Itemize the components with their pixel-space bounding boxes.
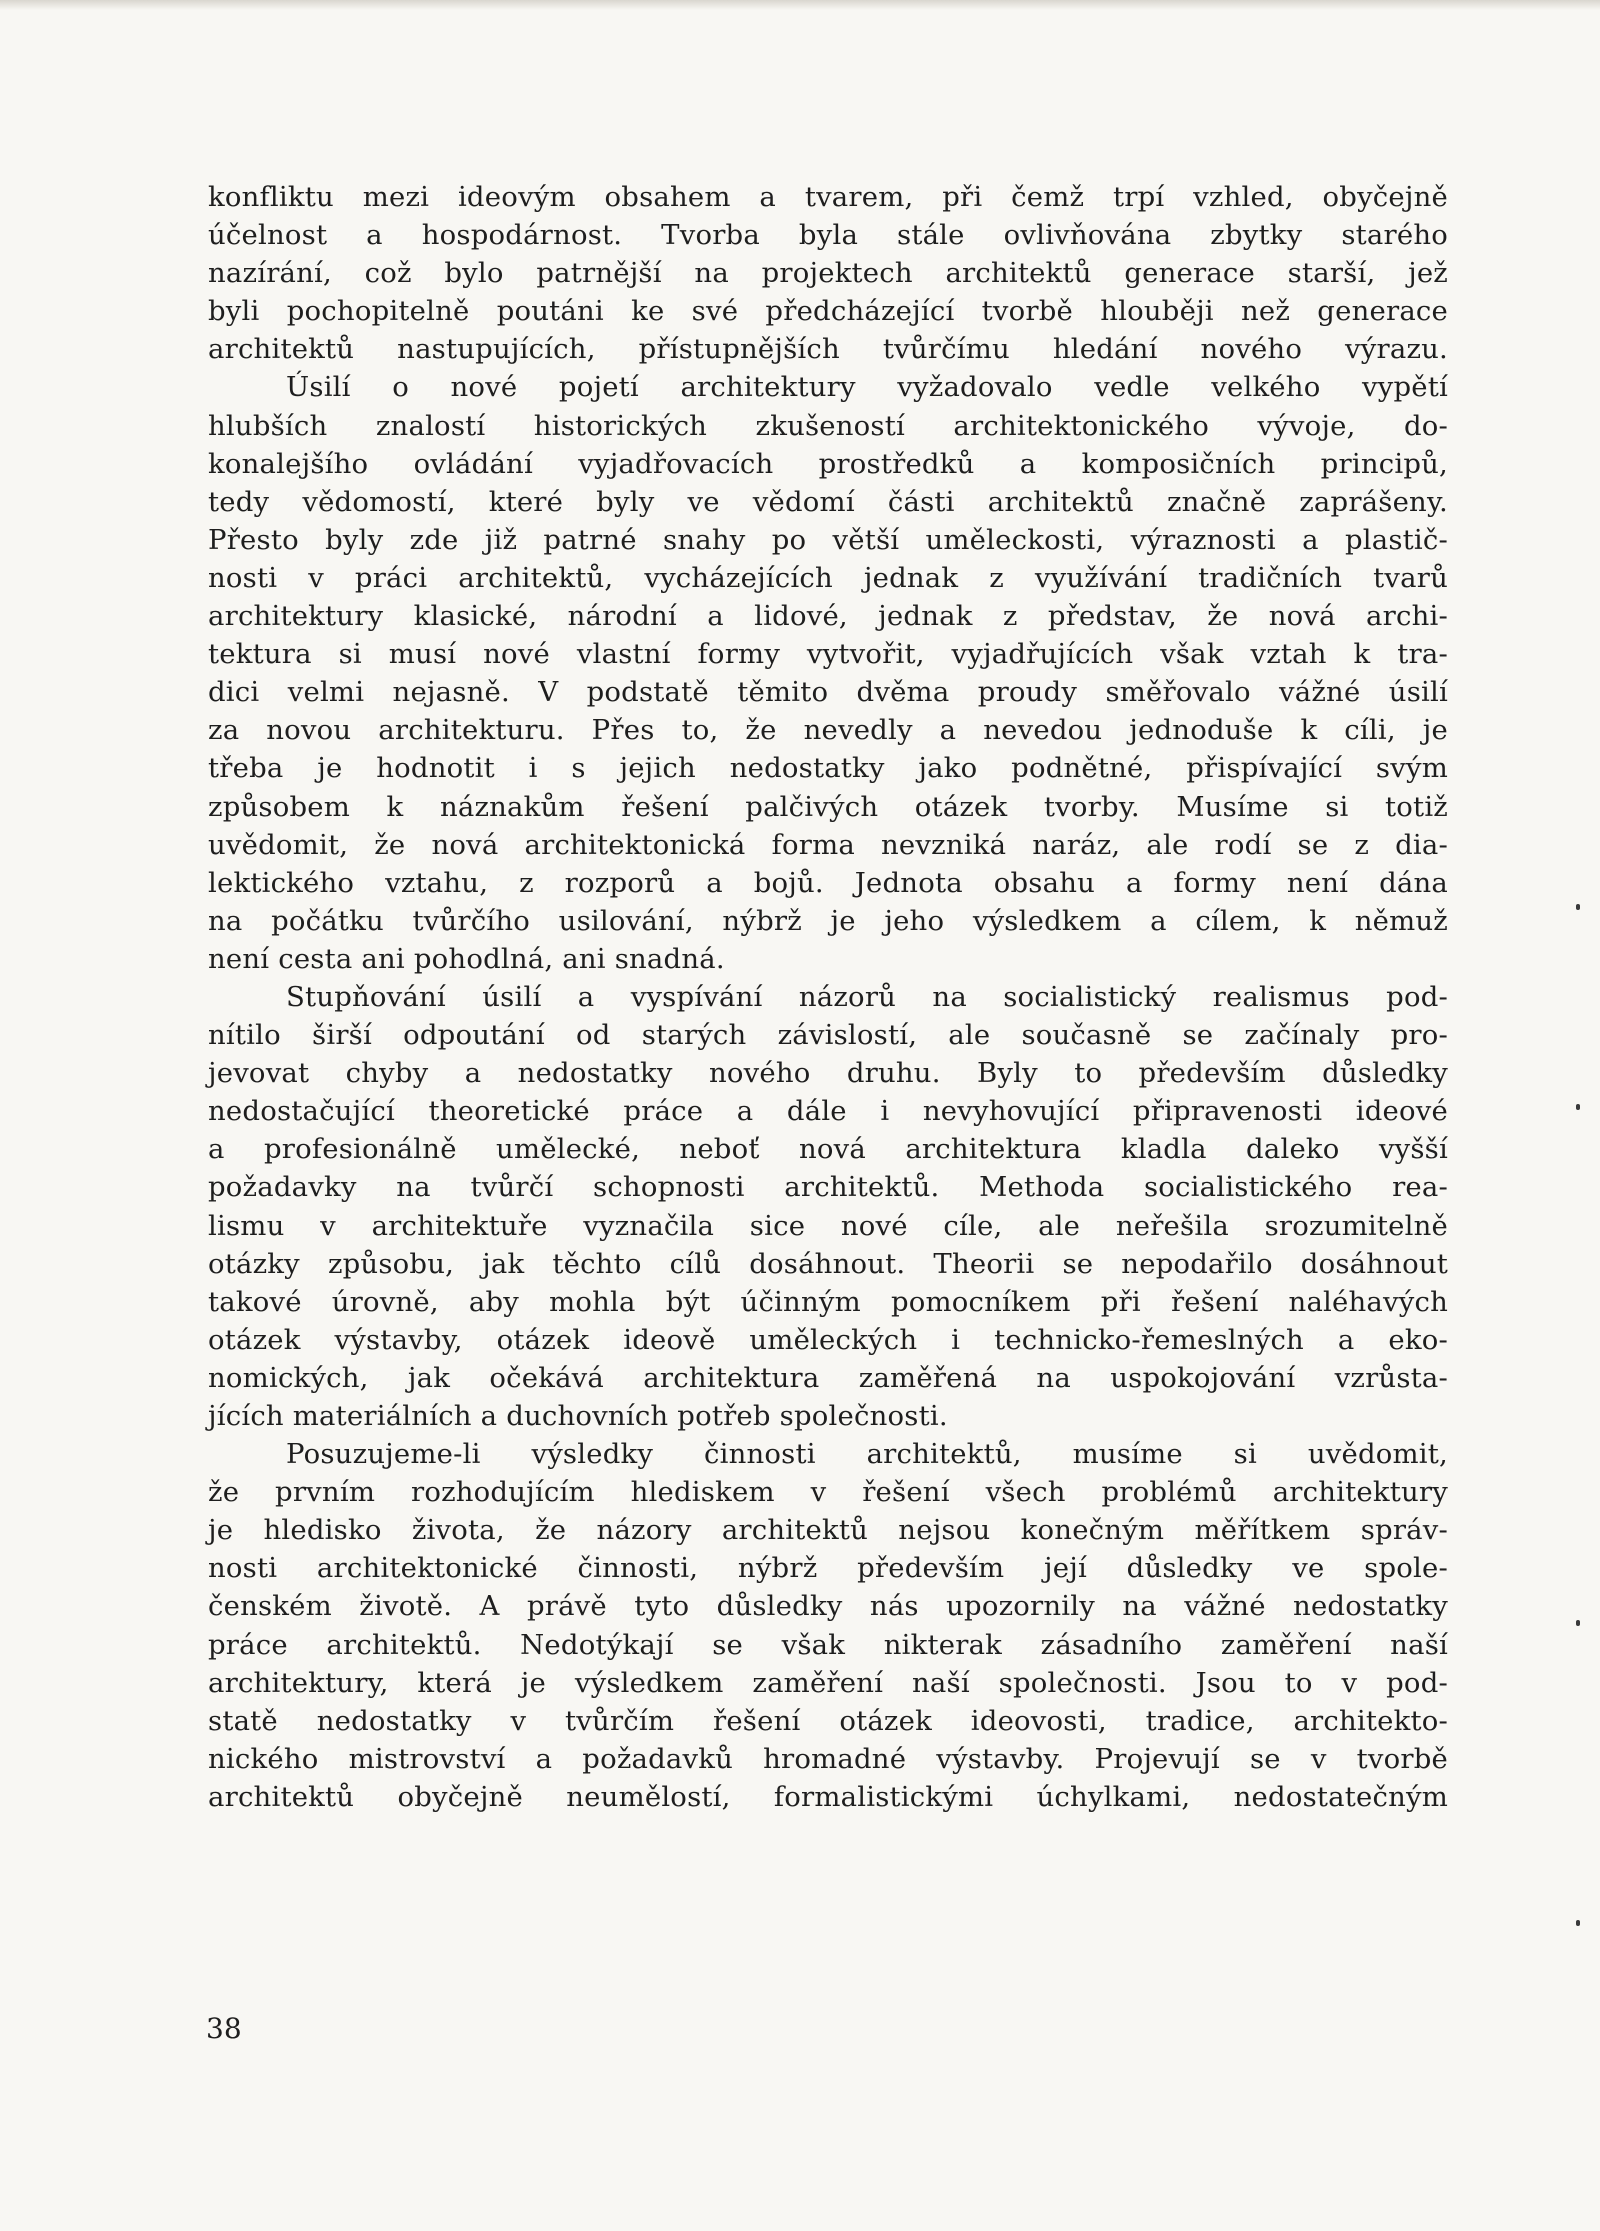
text-line: architektů nastupujících, přístupnějších tvůrčímu hledání nového výrazu. <box>208 333 1448 366</box>
text-line: konfliktu mezi ideovým obsahem a tvarem, při čemž trpí vzhled, obyčejně <box>208 181 1448 213</box>
text-line: není cesta ani pohodlná, ani snadná. <box>208 942 725 975</box>
text-line: nedostačující theoretické práce a dále i nevyhovující připravenosti ideové <box>208 1095 1448 1128</box>
text-line: nazírání, což bylo patrnější na projektech architektů generace starší, jež <box>208 257 1448 290</box>
text-line: že prvním rozhodujícím hlediskem v řešení všech problémů architektury <box>208 1476 1448 1509</box>
text-line: nosti architektonické činnosti, nýbrž především její důsledky ve spole- <box>208 1552 1448 1585</box>
text-line: statě nedostatky v tvůrčím řešení otázek ideovosti, tradice, architekto- <box>208 1704 1448 1737</box>
text-line: a profesionálně umělecké, neboť nová architektura kladla daleko vyšší <box>208 1133 1448 1166</box>
margin-mark <box>1576 1104 1580 1110</box>
text-line: na počátku tvůrčího usilování, nýbrž je jeho výsledkem a cílem, k němuž <box>208 904 1448 937</box>
text-line: architektury klasické, národní a lidové, jednak z představ, že nová archi- <box>208 600 1448 633</box>
text-line: hlubších znalostí historických zkušeností architektonického vývoje, do- <box>208 409 1448 442</box>
text-line: nického mistrovství a požadavků hromadné výstavby. Projevují se v tvorbě <box>208 1742 1448 1775</box>
text-line: Stupňování úsilí a vyspívání názorů na socialistický realismus pod- <box>286 980 1448 1013</box>
text-line: požadavky na tvůrčí schopnosti architektů. Methoda socialistického rea- <box>208 1171 1448 1204</box>
text-line: Posuzujeme-li výsledky činnosti architektů, musíme si uvědomit, <box>286 1438 1448 1471</box>
margin-mark <box>1576 1920 1580 1926</box>
text-line: nítilo širší odpoutání od starých závislostí, ale současně se začínaly pro- <box>208 1019 1448 1052</box>
text-line: lektického vztahu, z rozporů a bojů. Jednota obsahu a formy není dána <box>208 866 1448 899</box>
text-line: práce architektů. Nedotýkají se však nikterak zásadního zaměření naší <box>208 1628 1448 1661</box>
body-text <box>208 178 1448 1816</box>
text-line: uvědomit, že nová architektonická forma nevzniká naráz, ale rodí se z dia- <box>208 828 1448 861</box>
text-line: otázek výstavby, otázek ideově uměleckých i technicko-řemeslných a eko- <box>208 1323 1448 1356</box>
text-line: třeba je hodnotit i s jejich nedostatky jako podnětné, přispívající svým <box>208 752 1448 785</box>
text-line: konalejšího ovládání vyjadřovacích prostředků a komposičních principů, <box>208 447 1448 480</box>
paragraph-text <box>208 178 1448 1816</box>
text-line: byli pochopitelně poutáni ke své předcházející tvorbě hlouběji než generace <box>208 295 1448 328</box>
page-top-edge <box>0 0 1600 10</box>
text-line: tedy vědomostí, které byly ve vědomí části architektů značně zaprášeny. <box>208 485 1448 518</box>
text-line: architektů obyčejně neumělostí, formalistickými úchylkami, nedostatečným <box>208 1780 1448 1813</box>
text-line: nosti v práci architektů, vycházejících jednak z využívání tradičních tvarů <box>208 561 1448 594</box>
text-line: jevovat chyby a nedostatky nového druhu. Byly to především důsledky <box>208 1057 1448 1090</box>
text-line: je hledisko života, že názory architektů nejsou konečným měřítkem správ- <box>208 1514 1448 1547</box>
text-line: otázky způsobu, jak těchto cílů dosáhnout. Theorii se nepodařilo dosáhnout <box>208 1247 1448 1280</box>
text-line: účelnost a hospodárnost. Tvorba byla stále ovlivňována zbytky starého <box>208 219 1448 252</box>
text-line: Úsilí o nové pojetí architektury vyžadovalo vedle velkého vypětí <box>286 371 1448 404</box>
text-line: dici velmi nejasně. V podstatě těmito dvěma proudy směřovalo vážné úsilí <box>208 676 1448 709</box>
margin-mark <box>1576 1620 1580 1626</box>
text-line: za novou architekturu. Přes to, že nevedly a nevedou jednoduše k cíli, je <box>208 714 1448 747</box>
text-line: nomických, jak očekává architektura zaměřená na uspokojování vzrůsta- <box>208 1361 1448 1394</box>
text-line: jících materiálních a duchovních potřeb společnosti. <box>208 1400 948 1432</box>
text-line: tektura si musí nové vlastní formy vytvořit, vyjadřujících však vztah k tra- <box>208 638 1448 671</box>
text-line: lismu v architektuře vyznačila sice nové cíle, ale neřešila srozumitelně <box>208 1209 1448 1242</box>
page-number: 38 <box>206 2012 242 2045</box>
text-line: architektury, která je výsledkem zaměření naší společnosti. Jsou to v pod- <box>208 1666 1448 1699</box>
text-line: čenském životě. A právě tyto důsledky nás upozornily na vážné nedostatky <box>208 1590 1448 1623</box>
text-line: způsobem k náznakům řešení palčivých otázek tvorby. Musíme si totiž <box>208 790 1448 823</box>
margin-mark <box>1576 904 1580 910</box>
text-line: takové úrovně, aby mohla být účinným pomocníkem při řešení naléhavých <box>208 1285 1448 1318</box>
text-line: Přesto byly zde již patrné snahy po větší uměleckosti, výraznosti a plastič- <box>208 523 1448 556</box>
